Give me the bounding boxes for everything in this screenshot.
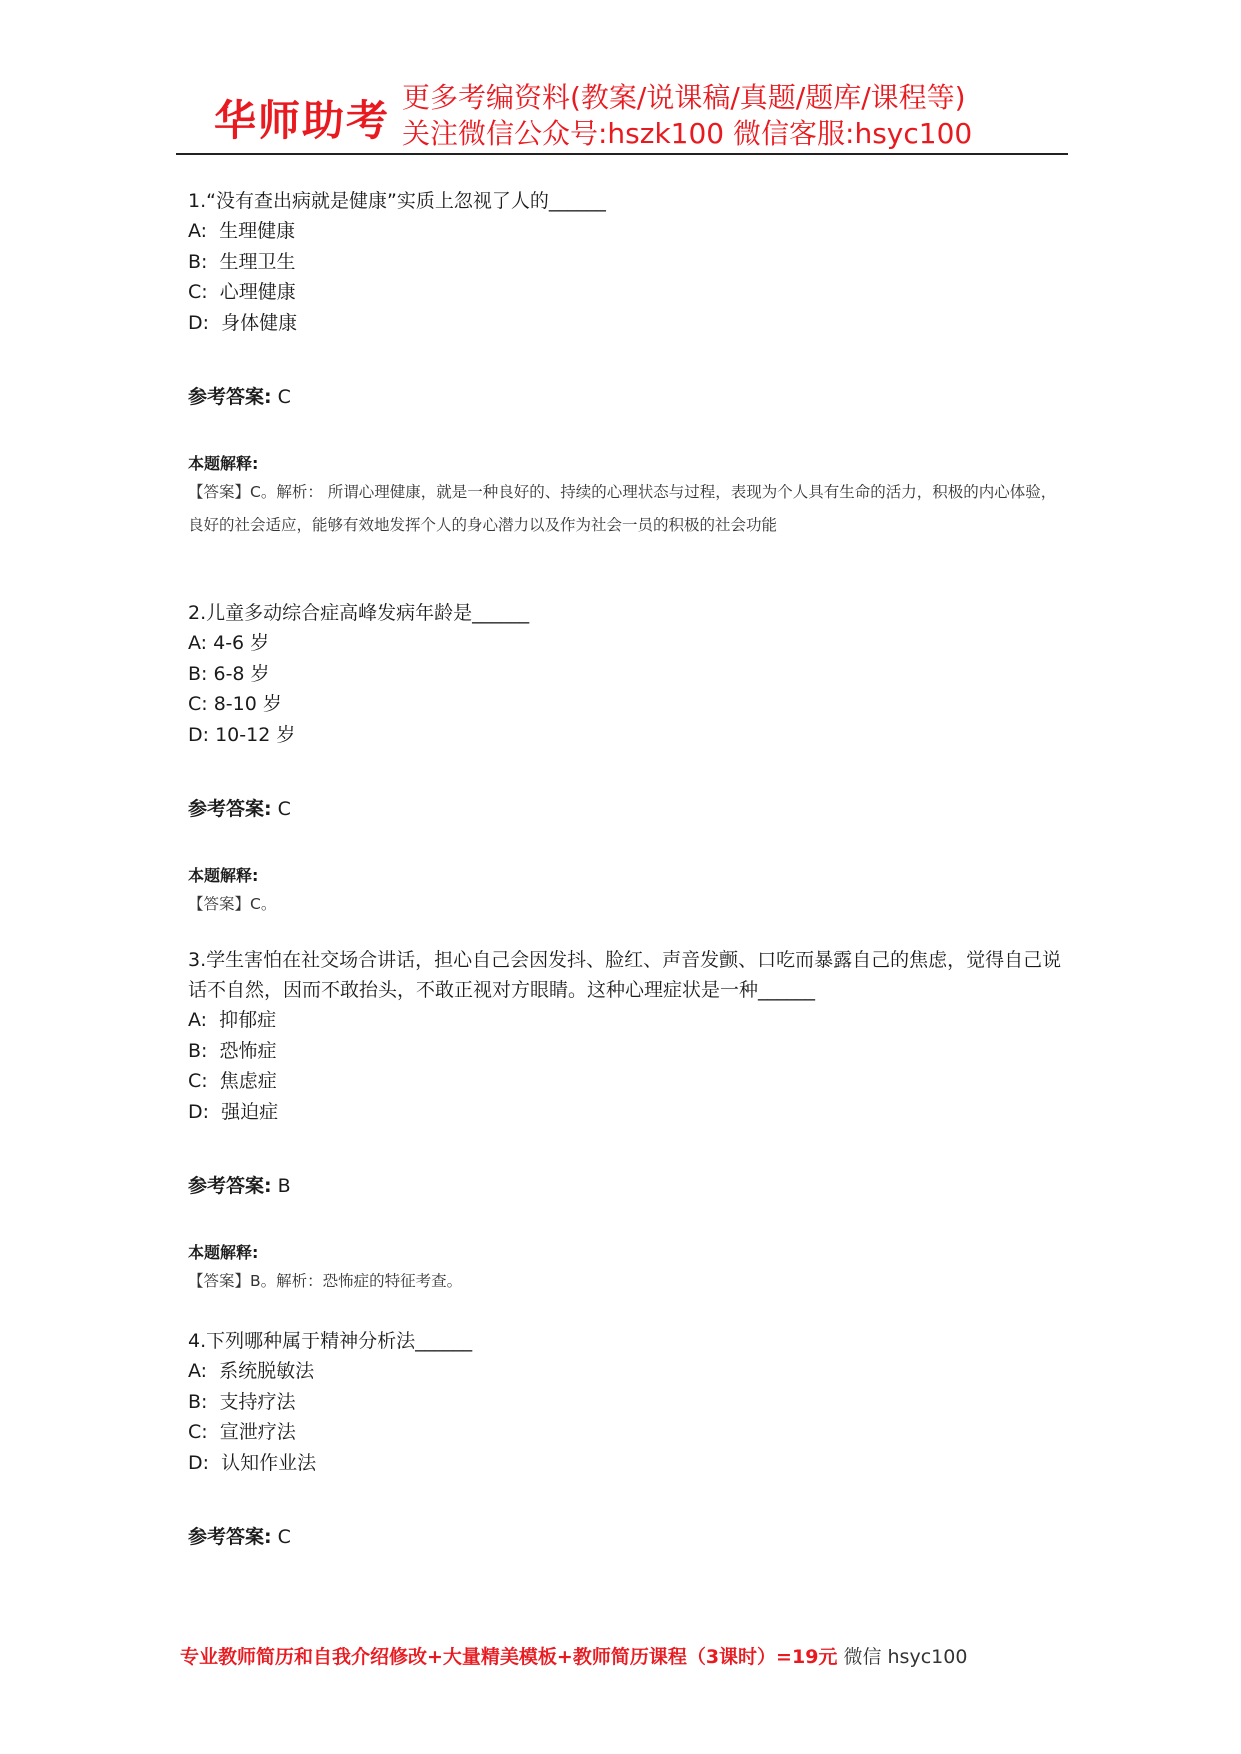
option-d: D: 10-12 岁 <box>188 723 296 746</box>
question-2 <box>188 598 1068 921</box>
question-stem: 4.下列哪种属于精神分析法______ <box>188 1330 473 1352</box>
option-c: C: 心理健康 <box>188 281 296 303</box>
promo-line-2: 关注微信公众号:hszk100 微信客服:hsyc100 <box>402 117 973 150</box>
header-divider <box>176 153 1068 155</box>
reference-answer <box>188 1522 1068 1552</box>
answer-label: 参考答案: <box>188 1175 272 1197</box>
question-1 <box>188 186 1068 542</box>
option-a: A: 系统脱敏法 <box>188 1360 315 1382</box>
promo-line-1: 更多考编资料(教案/说课稿/真题/题库/课程等) <box>402 81 966 114</box>
option-d: D: 认知作业法 <box>188 1451 317 1474</box>
option-b: B: 6-8 岁 <box>188 662 270 685</box>
question-stem: 2.儿童多动综合症高峰发病年龄是______ <box>188 602 530 624</box>
reference-answer <box>188 794 1068 824</box>
explanation-title: 本题解释: <box>188 866 259 885</box>
question-3 <box>188 945 1068 1298</box>
footer-contact: 微信 hsyc100 <box>837 1646 968 1668</box>
explanation-title: 本题解释: <box>188 1243 259 1262</box>
option-c: C: 宣泄疗法 <box>188 1421 296 1443</box>
reference-answer <box>188 1171 1068 1201</box>
option-a: A: 4-6 岁 <box>188 632 270 654</box>
answer-value: C <box>271 386 291 408</box>
explanation-text: 【答案】B。解析：恐怖症的特征考查。 <box>188 1272 463 1290</box>
answer-value: B <box>271 1175 291 1197</box>
option-b: B: 生理卫生 <box>188 250 296 273</box>
question-stem: 3.学生害怕在社交场合讲话，担心自己会因发抖、脸红、声音发颤、口吃而暴露自己的焦虑，觉得自己说话不自然，因而不敢抬头，不敢正视对方眼睛。这种心理症状是一种______ <box>188 949 1062 1001</box>
page-header <box>0 0 1241 160</box>
header-promo <box>402 80 972 152</box>
answer-label: 参考答案: <box>188 798 272 820</box>
option-c: C: 8-10 岁 <box>188 693 282 715</box>
brand-logo: 华师助考 <box>214 96 391 145</box>
explanation-title: 本题解释: <box>188 454 259 473</box>
footer-promo-text: 专业教师简历和自我介绍修改+大量精美模板+教师简历课程（3课时）=19元 <box>180 1646 838 1668</box>
reference-answer <box>188 382 1068 412</box>
option-a: A: 抑郁症 <box>188 1009 277 1031</box>
option-d: D: 身体健康 <box>188 311 298 334</box>
answer-label: 参考答案: <box>188 1526 272 1548</box>
answer-value: C <box>271 798 291 820</box>
answer-label: 参考答案: <box>188 386 272 408</box>
question-4 <box>188 1326 1068 1552</box>
option-b: B: 支持疗法 <box>188 1390 296 1413</box>
answer-value: C <box>271 1526 291 1548</box>
question-stem: 1.“没有查出病就是健康”实质上忽视了人的______ <box>188 190 606 212</box>
option-d: D: 强迫症 <box>188 1100 279 1123</box>
explanation-text: 【答案】C。 <box>188 895 277 913</box>
option-c: C: 焦虑症 <box>188 1070 277 1092</box>
option-b: B: 恐怖症 <box>188 1039 277 1062</box>
option-a: A: 生理健康 <box>188 220 296 242</box>
explanation-text: 【答案】C。解析： 所谓心理健康，就是一种良好的、持续的心理状态与过程，表现为个人具有生命的活力，积极的内心体验， 良好的社会适应，能够有效地发挥个人的身心潜力以及作为社会一员的积极的社会功能 <box>188 483 1057 534</box>
question-list <box>188 186 1068 1552</box>
footer-promo <box>180 1642 1080 1669</box>
